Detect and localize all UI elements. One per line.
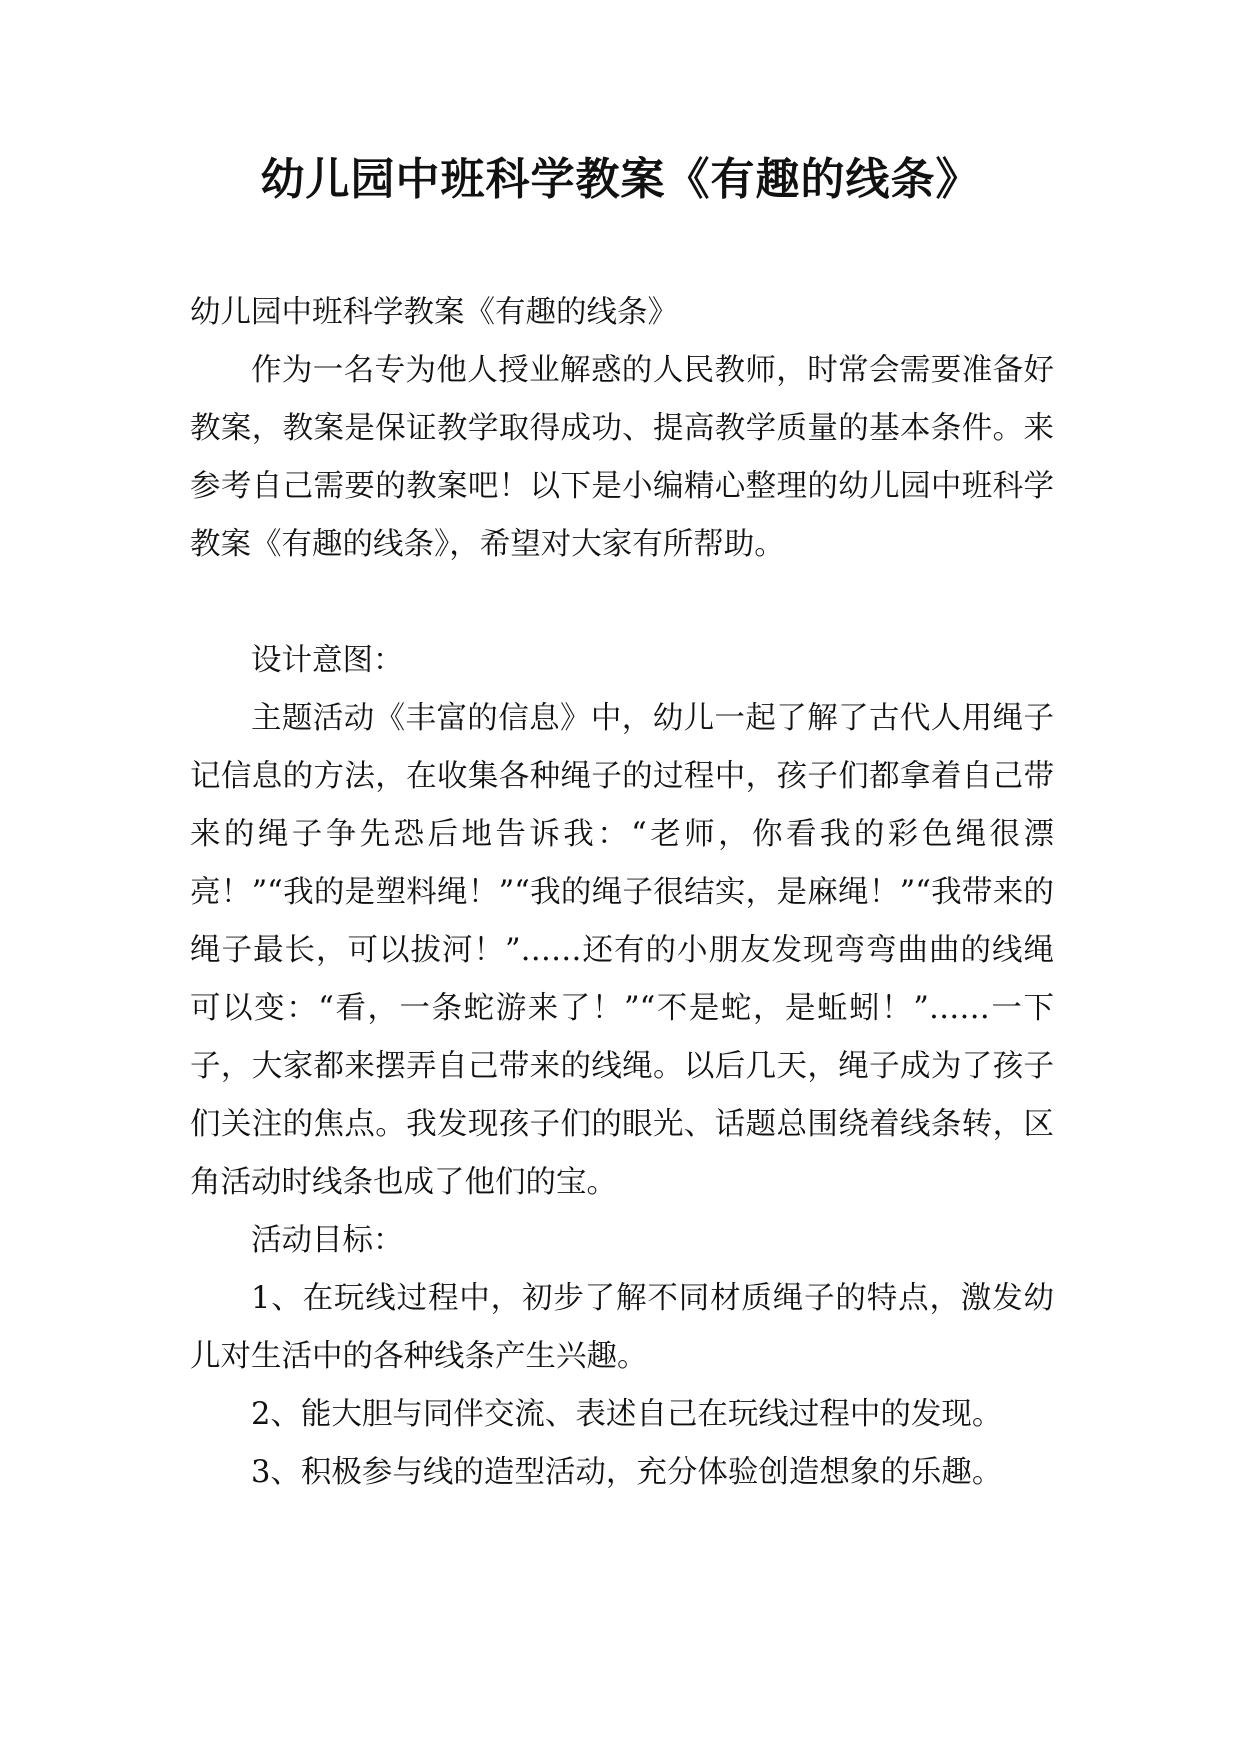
document-body — [190, 284, 1054, 1502]
design-paragraph: 主题活动《丰富的信息》中，幼儿一起了解了古代人用绳子记信息的方法，在收集各种绳子的过程中，孩子们都拿着自己带来的绳子争先恐后地告诉我：“老师，你看我的彩色绳很漂亮！”“我的是塑料绳！”“我的绳子很结实，是麻绳！”“我带来的绳子最长，可以拔河！”……还有的小朋友发现弯弯曲曲的线绳可以变：“看，一条蛇游来了！”“不是蛇，是蚯蚓！”……一下子，大家都来摆弄自己带来的线绳。以后几天，绳子成为了孩子们关注的焦点。我发现孩子们的眼光、话题总围绕着线条转，区角活动时线条也成了他们的宝。 — [190, 701, 1054, 1200]
goal-item-3: 3、积极参与线的造型活动，充分体验创造想象的乐趣。 — [251, 1455, 1003, 1490]
intro-paragraph: 作为一名专为他人授业解惑的人民教师，时常会需要准备好教案，教案是保证教学取得成功、提高教学质量的基本条件。来参考自己需要的教案吧！以下是小编精心整理的幼儿园中班科学教案《有趣的线条》，希望对大家有所帮助。 — [190, 353, 1054, 562]
paragraph-spacer — [190, 574, 1054, 632]
design-heading: 设计意图： — [251, 643, 404, 678]
goal-item-2: 2、能大胆与同伴交流、表述自己在玩线过程中的发现。 — [251, 1397, 1003, 1432]
goals-heading: 活动目标： — [251, 1223, 404, 1258]
document-subtitle: 幼儿园中班科学教案《有趣的线条》 — [190, 295, 678, 330]
document-title: 幼儿园中班科学教案《有趣的线条》 — [260, 154, 981, 205]
goal-item-1: 1、在玩线过程中，初步了解不同材质绳子的特点，激发幼儿对生活中的各种线条产生兴趣。 — [190, 1281, 1054, 1374]
